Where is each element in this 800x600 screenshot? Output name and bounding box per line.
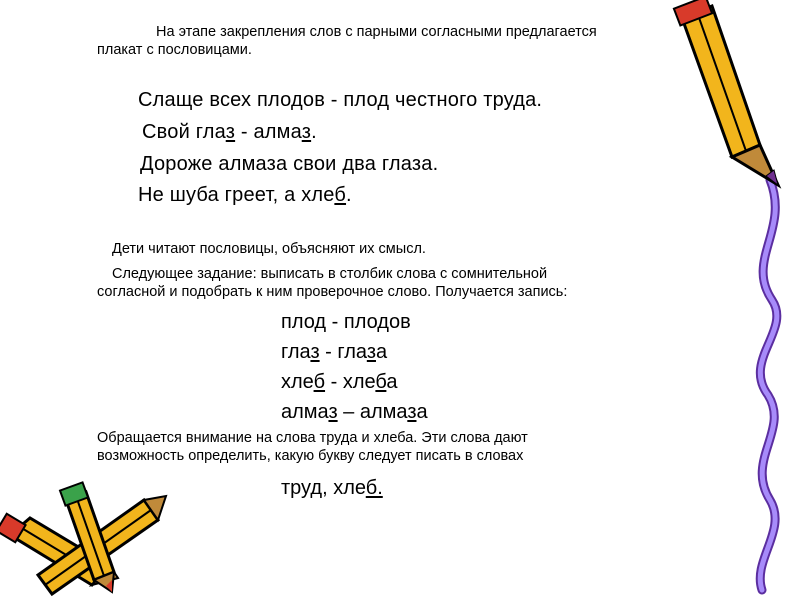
marked-letter: б.	[365, 477, 383, 499]
marked-letter: д	[314, 311, 327, 333]
marked-letter: з	[366, 341, 376, 363]
word-text: гла	[281, 341, 311, 363]
word-text: - хле	[325, 371, 376, 393]
intro-line-2: плакат с пословицами.	[97, 42, 252, 58]
conclusion-line-2: возможность определить, какую букву следует писать в словах	[97, 448, 524, 464]
word-pair-1	[281, 310, 411, 334]
proverb-text: Свой гла	[142, 121, 226, 143]
word-text: хле	[281, 371, 314, 393]
purple-ribbon	[760, 180, 777, 590]
marked-letter: з	[301, 121, 312, 143]
pencil-icon	[0, 514, 118, 585]
conclusion-words	[281, 476, 383, 500]
word-text: пло	[281, 311, 315, 333]
proverb-text: .	[346, 184, 352, 206]
proverb-text: Не шуба греет, а хле	[138, 184, 335, 206]
word-text: - гла	[319, 341, 367, 363]
word-text: а	[375, 341, 388, 363]
proverb-text: Дороже алмаза свои два глаза.	[140, 153, 439, 175]
marked-letter: б	[375, 371, 387, 393]
marked-letter: з	[310, 341, 320, 363]
proverb-text: честного труда.	[389, 89, 543, 111]
pencil-icon	[674, 0, 778, 185]
word-text: ов	[388, 311, 411, 333]
proverb-4	[138, 183, 352, 207]
marked-letter: з	[225, 121, 236, 143]
pencil-icon	[38, 496, 166, 594]
proverb-1	[138, 88, 542, 112]
marked-letter: д	[377, 89, 390, 111]
marked-letter: д	[310, 477, 323, 499]
marked-letter: б	[313, 371, 326, 393]
intro-line-1: На этапе закрепления слов с парными согласными предлагается	[156, 24, 597, 40]
explanation-line-1: Дети читают пословицы, объясняют их смысл.	[112, 241, 426, 257]
proverb-3	[140, 152, 438, 176]
proverb-text: Слаще всех плодов - пло	[138, 89, 378, 111]
word-text: , хле	[322, 477, 366, 499]
word-text: алма	[281, 401, 329, 423]
word-text: а	[386, 371, 398, 393]
proverb-2	[142, 120, 317, 144]
proverb-text: - алма	[235, 121, 302, 143]
marked-letter: д	[377, 311, 389, 333]
marked-letter: з	[328, 401, 338, 423]
conclusion-line-1: Обращается внимание на слова труда и хлеба. Эти слова дают	[97, 430, 528, 446]
word-pair-4	[281, 400, 428, 424]
marked-letter: б	[334, 184, 347, 206]
word-text: а	[416, 401, 428, 423]
word-pair-3	[281, 370, 398, 394]
marked-letter: з	[407, 401, 417, 423]
explanation-line-3: согласной и подобрать к ним проверочное слово. Получается запись:	[97, 284, 568, 300]
word-text: - пло	[326, 311, 378, 333]
word-pair-2	[281, 340, 387, 364]
word-text: – алма	[337, 401, 408, 423]
pencil-icon	[60, 482, 114, 592]
proverb-text: .	[311, 121, 317, 143]
explanation-line-2: Следующее задание: выписать в столбик слова с сомнительной	[112, 266, 548, 282]
word-text: тру	[281, 477, 311, 499]
